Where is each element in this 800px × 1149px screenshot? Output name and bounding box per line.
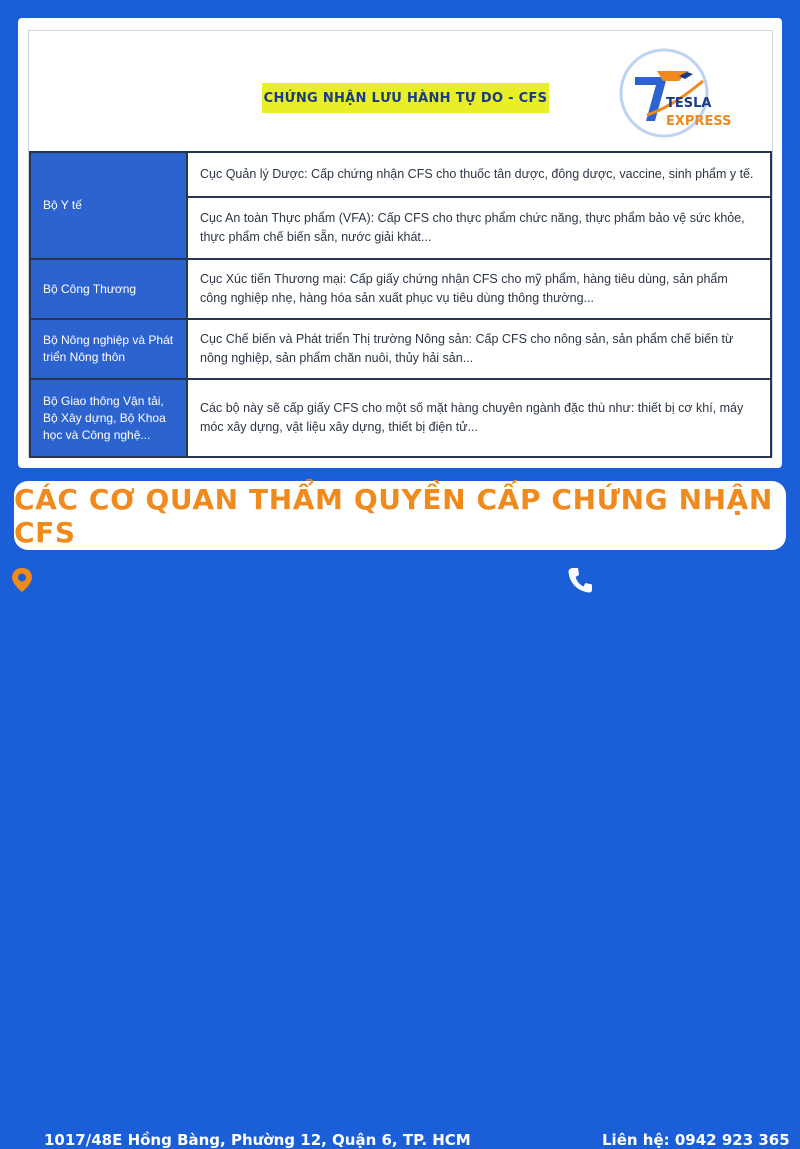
tesla-express-logo (617, 41, 757, 141)
authority-table (29, 151, 772, 458)
table-row (30, 152, 771, 197)
description-cell: Cục Chế biến và Phát triển Thị trường Nông sản: Cấp CFS cho nông sản, sản phẩm chế biến từ nông nghiệp, sản phẩm chăn nuôi, thủy hải sản... (187, 319, 771, 379)
ministry-cell: Bộ Công Thương (30, 259, 187, 319)
logo-line-1: TESLA (666, 96, 712, 111)
description-cell: Cục Xúc tiến Thương mại: Cấp giấy chứng nhận CFS cho mỹ phẩm, hàng tiêu dùng, sản phẩm công nghiệp nhẹ, hàng hóa sản xuất phục vụ tiêu dùng thông thường... (187, 259, 771, 319)
headline-banner: CÁC CƠ QUAN THẨM QUYỀN CẤP CHỨNG NHẬN CFS (14, 481, 786, 550)
footer-bar (0, 560, 800, 1149)
document-header (29, 31, 772, 151)
table-row (30, 259, 771, 319)
table-row (30, 379, 771, 457)
ministry-cell: Bộ Y tế (30, 152, 187, 259)
footer-phone[interactable]: Liên hệ: 0942 923 365 (602, 1131, 790, 1149)
document-card (28, 30, 773, 457)
ministry-cell: Bộ Nông nghiệp và Phát triển Nông thôn (30, 319, 187, 379)
footer-address: 1017/48E Hồng Bàng, Phường 12, Quận 6, TP. HCM (44, 1131, 471, 1149)
logo-line-2: EXPRESS (666, 114, 732, 129)
description-cell: Cục An toàn Thực phẩm (VFA): Cấp CFS cho thực phẩm chức năng, thực phẩm bảo vệ sức khỏe, thực phẩm chế biến sẵn, nước giải khát... (187, 197, 771, 259)
description-cell: Cục Quản lý Dược: Cấp chứng nhận CFS cho thuốc tân dược, đông dược, vaccine, sinh phẩm y tế. (187, 152, 771, 197)
description-cell: Các bộ này sẽ cấp giấy CFS cho một số mặt hàng chuyên ngành đặc thù như: thiết bị cơ khí, máy móc xây dựng, vật liệu xây dựng, thiết bị điện tử... (187, 379, 771, 457)
table-row (30, 319, 771, 379)
document-title: CHỨNG NHẬN LƯU HÀNH TỰ DO - CFS (262, 83, 549, 113)
ministry-cell: Bộ Giao thông Vận tải, Bộ Xây dựng, Bộ Khoa học và Công nghệ... (30, 379, 187, 457)
phone-icon (567, 566, 593, 594)
